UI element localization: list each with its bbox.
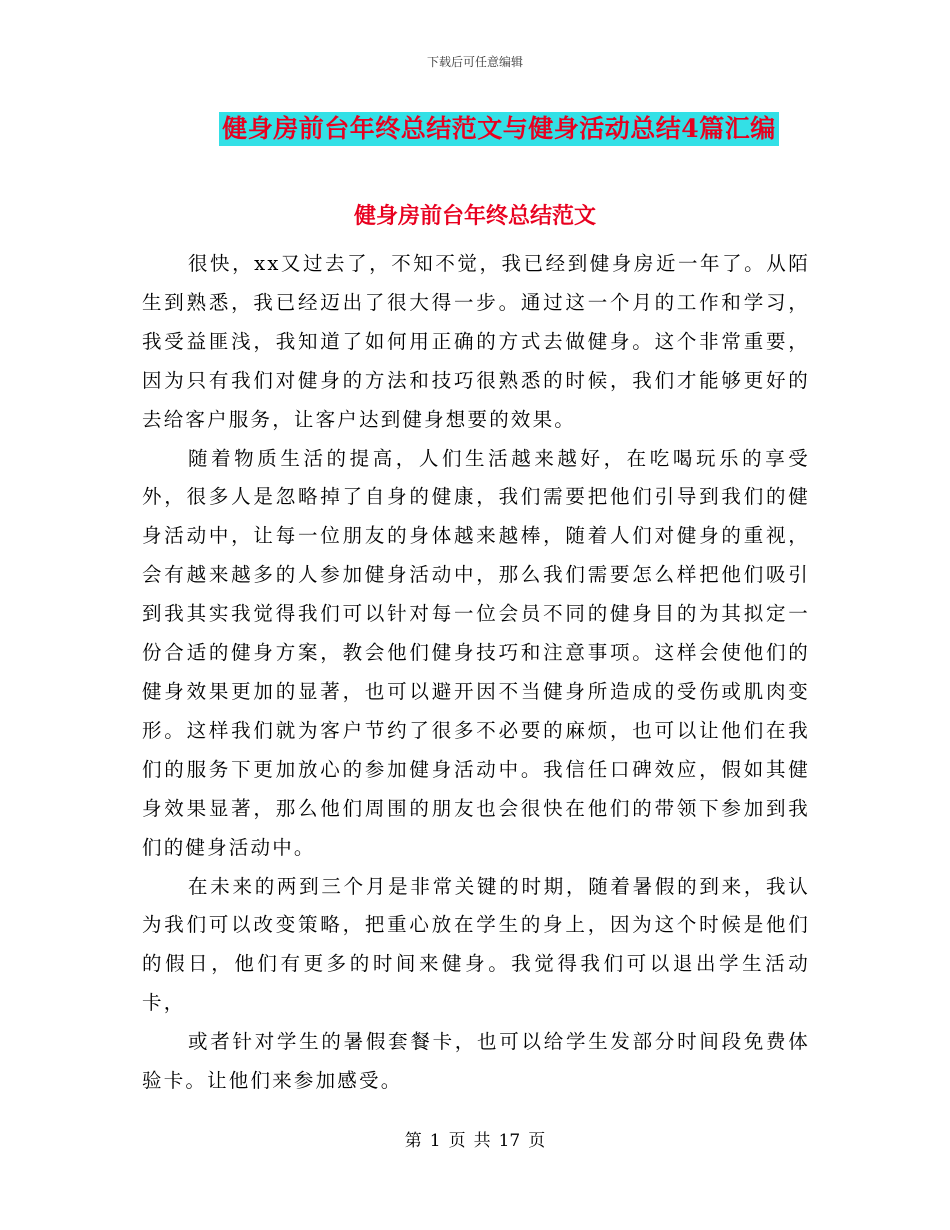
- page-label-mid: 页: [448, 1131, 466, 1151]
- header-note: 下载后可任意编辑: [426, 55, 523, 69]
- paragraph: 或者针对学生的暑假套餐卡，也可以给学生发部分时间段免费体验卡。让他们来参加感受。: [142, 1030, 810, 1093]
- current-page-number: 1: [429, 1131, 441, 1151]
- document-body: [142, 245, 810, 1101]
- page-footer: [0, 1126, 950, 1151]
- total-label: 共: [473, 1131, 491, 1151]
- document-title: 健身房前台年终总结范文与健身活动总结4篇汇编: [219, 112, 778, 146]
- paragraph: 随着物质生活的提高，人们生活越来越好，在吃喝玩乐的享受外，很多人是忽略掉了自身的健康，我们需要把他们引导到我们的健身活动中，让每一位朋友的身体越来越棒，随着人们对健身的重视，会有越来越多的人参加健身活动中，那么我们需要怎么样把他们吸引到我其实我觉得我们可以针对每一位会员不同的健身目的为其拟定一份合适的健身方案，教会他们健身技巧和注意事项。这样会使他们的健身效果更加的显著，也可以避开因不当健身所造成的受伤或肌肉变形。这样我们就为客户节约了很多不必要的麻烦，也可以让他们在我们的服务下更加放心的参加健身活动中。我信任口碑效应，假如其健身效果显著，那么他们周围的朋友也会很快在他们的带领下参加到我们的健身活动中。: [142, 446, 810, 859]
- section-title: 健身房前台年终总结范文: [353, 203, 596, 229]
- paragraph: 很快，xx又过去了，不知不觉，我已经到健身房近一年了。从陌生到熟悉，我已经迈出了很大得一步。通过这一个月的工作和学习，我受益匪浅，我知道了如何用正确的方式去做健身。这个非常重要，因为只有我们对健身的方法和技巧很熟悉的时候，我们才能够更好的去给客户服务，让客户达到健身想要的效果。: [142, 252, 810, 431]
- total-pages-number: 17: [498, 1131, 521, 1151]
- page-label-prefix: 第: [404, 1131, 422, 1151]
- main-title-container: [0, 112, 950, 146]
- page-label-suffix: 页: [528, 1131, 546, 1151]
- paragraph: 在未来的两到三个月是非常关键的时期，随着暑假的到来，我认为我们可以改变策略，把重心放在学生的身上，因为这个时候是他们的假日，他们有更多的时间来健身。我觉得我们可以退出学生活动卡，: [142, 874, 810, 1015]
